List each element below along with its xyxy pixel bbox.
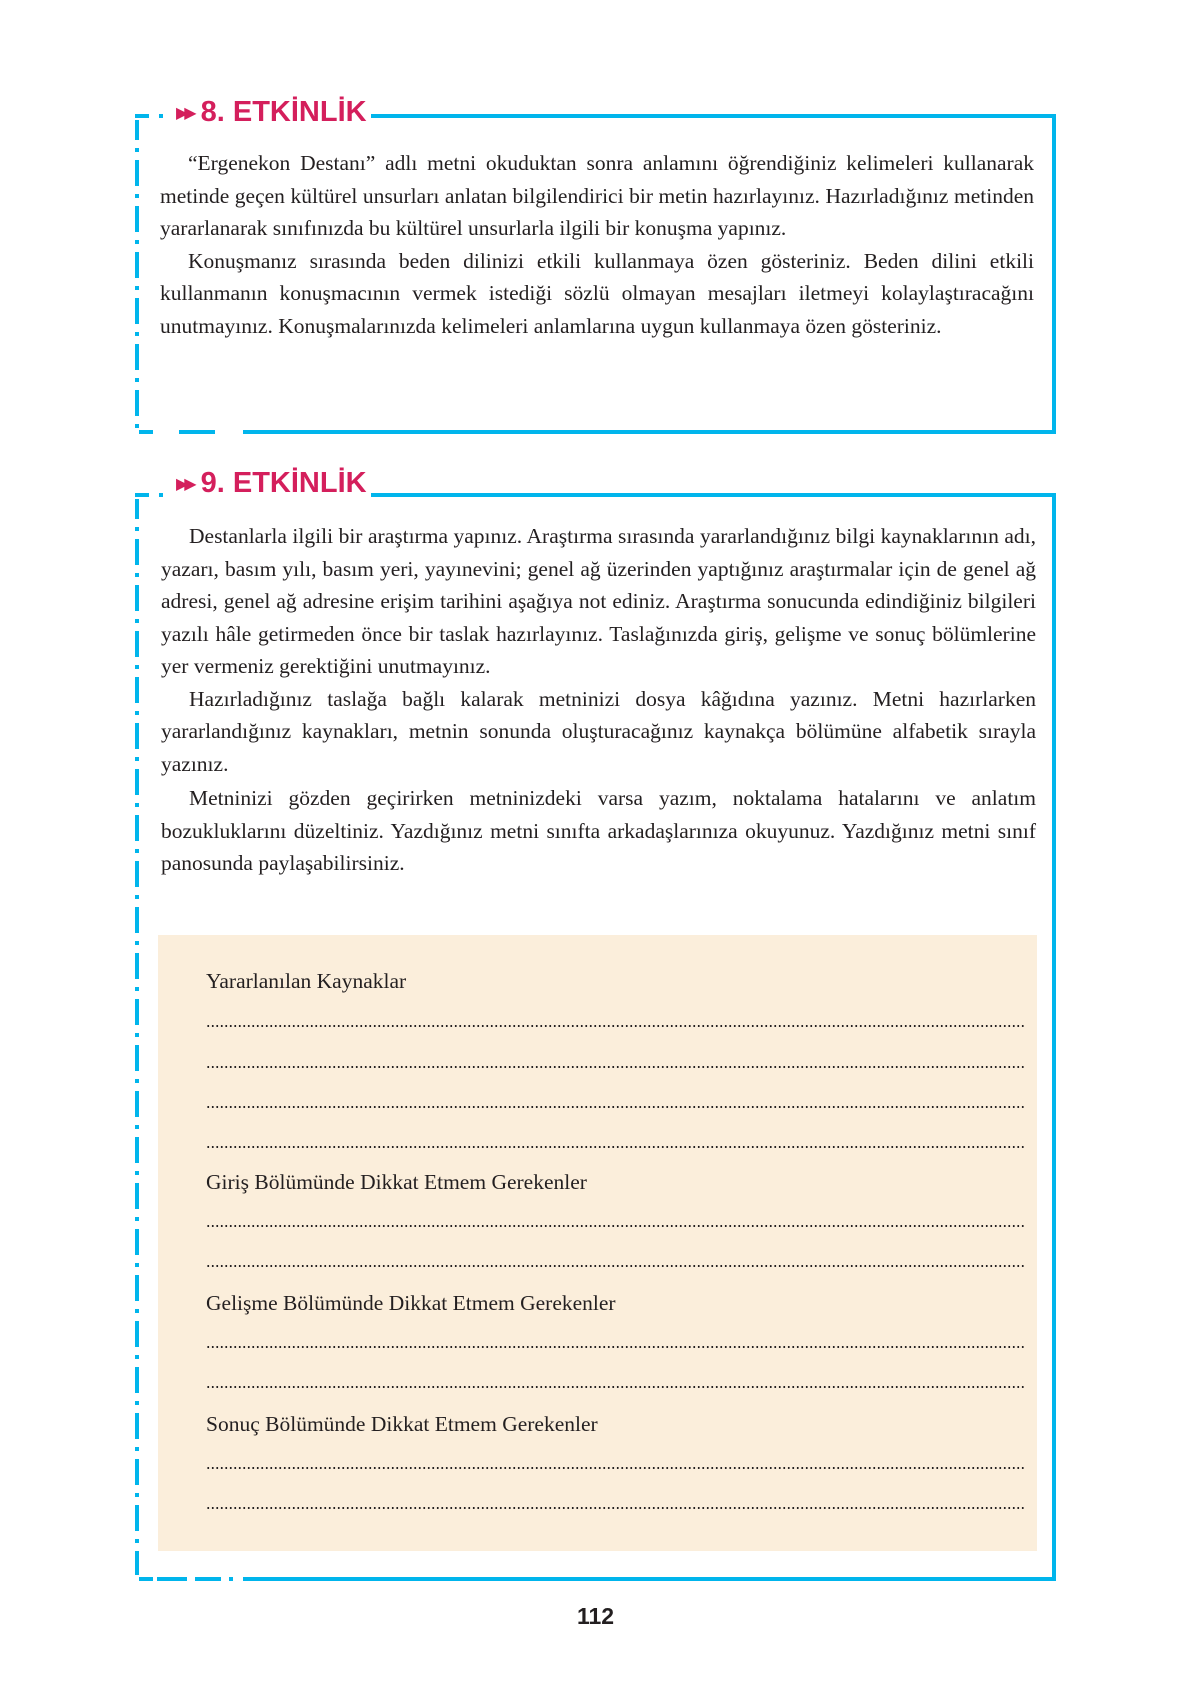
answer-line[interactable] [206,1265,1026,1267]
activity-9-title-text: 9. ETKİNLİK [200,467,367,499]
answer-line[interactable] [206,1386,1026,1388]
answer-line[interactable] [206,1507,1026,1509]
activity-8-body [160,147,1034,342]
worksheet [158,935,1037,1551]
section-label: Gelişme Bölümünde Dikkat Etmem Gerekenler [206,1291,616,1315]
answer-line[interactable] [206,1467,1026,1469]
activity-9-title [176,467,371,500]
answer-line[interactable] [206,1025,1026,1027]
answer-line[interactable] [206,1106,1026,1108]
page-number: 112 [576,1603,615,1629]
answer-line[interactable] [206,1346,1026,1348]
double-arrow-icon: ▶▶ [176,475,193,493]
answer-line[interactable] [206,1225,1026,1227]
paragraph: “Ergenekon Destanı” adlı metni okuduktan sonra anlamını öğrendiğiniz kelimeleri kullanarak metinde geçen kültürel unsurları anlatan bilgilendirici bir metin hazırlayınız. Hazırladığınız metinden yararlanarak sınıfınızda bu kültürel unsurlarla ilgili bir konuşma yapınız. [160,151,1034,240]
paragraph: Metninizi gözden geçirirken metninizdeki varsa yazım, noktalama hatalarını ve anlatım bozukluklarını düzeltiniz. Yazdığınız metni sınıfta arkadaşlarınıza okuyunuz. Yazdığınız metni sınıf panosunda paylaşabilirsiniz. [161,786,1036,875]
activity-9-body [161,520,1036,880]
paragraph: Hazırladığınız taslağa bağlı kalarak metninizi dosya kâğıdına yazınız. Metni hazırlarken yararlandığınız kaynakları, metnin sonunda oluşturacağınız kaynakça bölümüne alfabetik sırayla yazınız. [161,686,1036,776]
answer-line[interactable] [206,1066,1026,1068]
paragraph: Konuşmanız sırasında beden dilinizi etkili kullanmaya özen gösteriniz. Beden dilini etkili kullanmanın konuşmacının vermek istediği sözlü olmayan mesajları iletmeyi kolaylaştıracağını unutmayınız. Konuşmalarınızda kelimeleri anlamlarına uygun kullanmaya özen gösteriniz. [160,248,1034,338]
double-arrow-icon: ▶▶ [176,104,193,122]
answer-line[interactable] [206,1146,1026,1148]
section-label: Yararlanılan Kaynaklar [206,969,407,993]
section-label: Sonuç Bölümünde Dikkat Etmem Gerekenler [206,1412,598,1436]
paragraph: Destanlarla ilgili bir araştırma yapınız. Araştırma sırasında yararlandığınız bilgi kaynaklarının adı, yazarı, basım yılı, basım yeri, yayınevini; genel ağ üzerinden yaptığınız araştırmalar için de genel ağ adresi, genel ağ adresine erişim tarihini aşağıya not ediniz. Araştırma sonucunda edindiğiniz bilgileri yazılı hâle getirmeden önce bir taslak hazırlayınız. Taslağınızda giriş, gelişme ve sonuç bölümlerine yer vermeniz gerektiğini unutmayınız. [161,524,1036,678]
section-label: Giriş Bölümünde Dikkat Etmem Gerekenler [206,1170,587,1194]
activity-8-title [176,96,371,129]
activity-8-title-text: 8. ETKİNLİK [200,96,367,128]
